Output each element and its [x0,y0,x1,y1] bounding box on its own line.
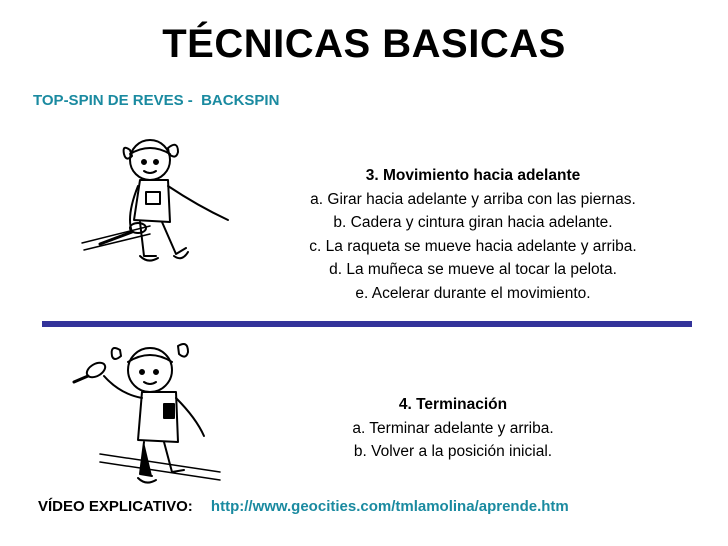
video-link[interactable]: http://www.geocities.com/tmlamolina/aprende.htm [210,498,569,515]
section-divider [42,321,692,327]
page-subtitle: TOP-SPIN DE REVES - BACKSPIN [33,92,280,109]
video-footer [38,498,569,515]
step-3-item-d: d. La muñeca se mueve al tocar la pelota. [329,261,617,278]
step-3-item-c: c. La raqueta se mueve hacia adelante y arriba. [309,237,637,255]
step-3-block [268,164,678,305]
page-title: TÉCNICAS BASICAS [162,22,566,66]
step-3-item-e: e. Acelerar durante el movimiento. [355,284,591,302]
step-4-item-b: b. Volver a la posición inicial. [353,443,553,460]
step-4-item-a: a. Terminar adelante y arriba. [352,419,554,437]
step-3-item-b: b. Cadera y cintura giran hacia adelante. [333,214,613,231]
step-3-item-a: a. Girar hacia adelante y arriba con las piernas. [310,190,636,208]
step-3-heading: 3. Movimiento hacia adelante [365,167,581,184]
step-4-heading: 4. Terminación [398,396,508,413]
video-label: VÍDEO EXPLICATIVO: [38,498,193,515]
player-forward-illustration [80,128,255,288]
step-4-block [318,393,588,464]
player-finish-illustration [60,336,235,496]
